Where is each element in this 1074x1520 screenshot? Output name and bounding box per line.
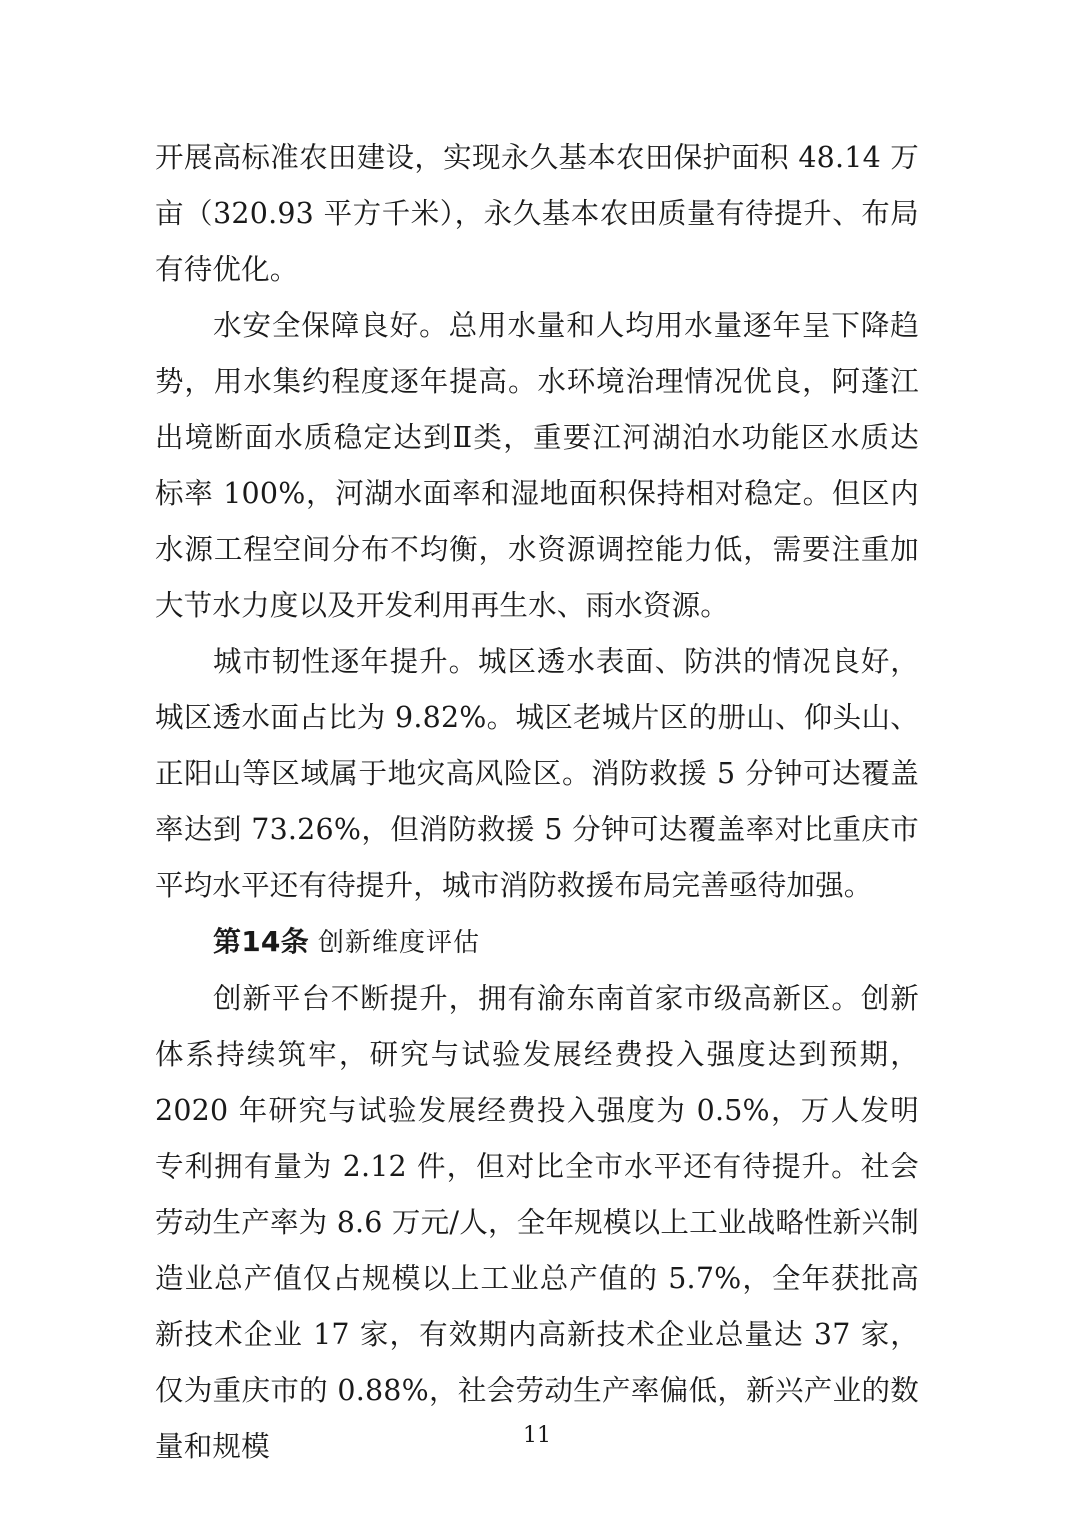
paragraph-city-resilience: 城市韧性逐年提升。城区透水表面、防洪的情况良好，城区透水面占比为 9.82%。城区老城片区的册山、仰头山、正阳山等区域属于地灾高风险区。消防救援 5 分钟可达覆盖率达到 73.26%，但消防救援 5 分钟可达覆盖率对比重庆市平均水平还有待提升，城市消防救援布局完善亟待加强。 xyxy=(155,645,919,902)
paragraph-farmland: 开展高标准农田建设，实现永久基本农田保护面积 48.14 万亩（320.93 平方千米），永久基本农田质量有待提升、布局有待优化。 xyxy=(155,141,919,286)
section-number: 第14条 xyxy=(213,925,309,958)
paragraph-innovation: 创新平台不断提升，拥有渝东南首家市级高新区。创新体系持续筑牢，研究与试验发展经费投入强度达到预期，2020 年研究与试验发展经费投入强度为 0.5%，万人发明专利拥有量为 2.12 件，但对比全市水平还有待提升。社会劳动生产率为 8.6 万元/人，全年规模以上工业战略性新兴制造业总产值仅占规模以上工业总产值的 5.7%，全年获批高新技术企业 17 家，有效期内高新技术企业总量达 37 家，仅为重庆市的 0.88%，社会劳动生产率偏低，新兴产业的数量和规模 xyxy=(155,982,919,1463)
section-heading xyxy=(155,914,919,971)
section-title: 创新维度评估 xyxy=(318,928,481,958)
page-number: 11 xyxy=(523,1423,551,1448)
paragraph-water-security: 水安全保障良好。总用水量和人均用水量逐年呈下降趋势，用水集约程度逐年提高。水环境治理情况优良，阿蓬江出境断面水质稳定达到Ⅱ类，重要江河湖泊水功能区水质达标率 100%，河湖水面率和湿地面积保持相对稳定。但区内水源工程空间分布不均衡，水资源调控能力低，需要注重加大节水力度以及开发利用再生水、雨水资源。 xyxy=(155,309,919,622)
